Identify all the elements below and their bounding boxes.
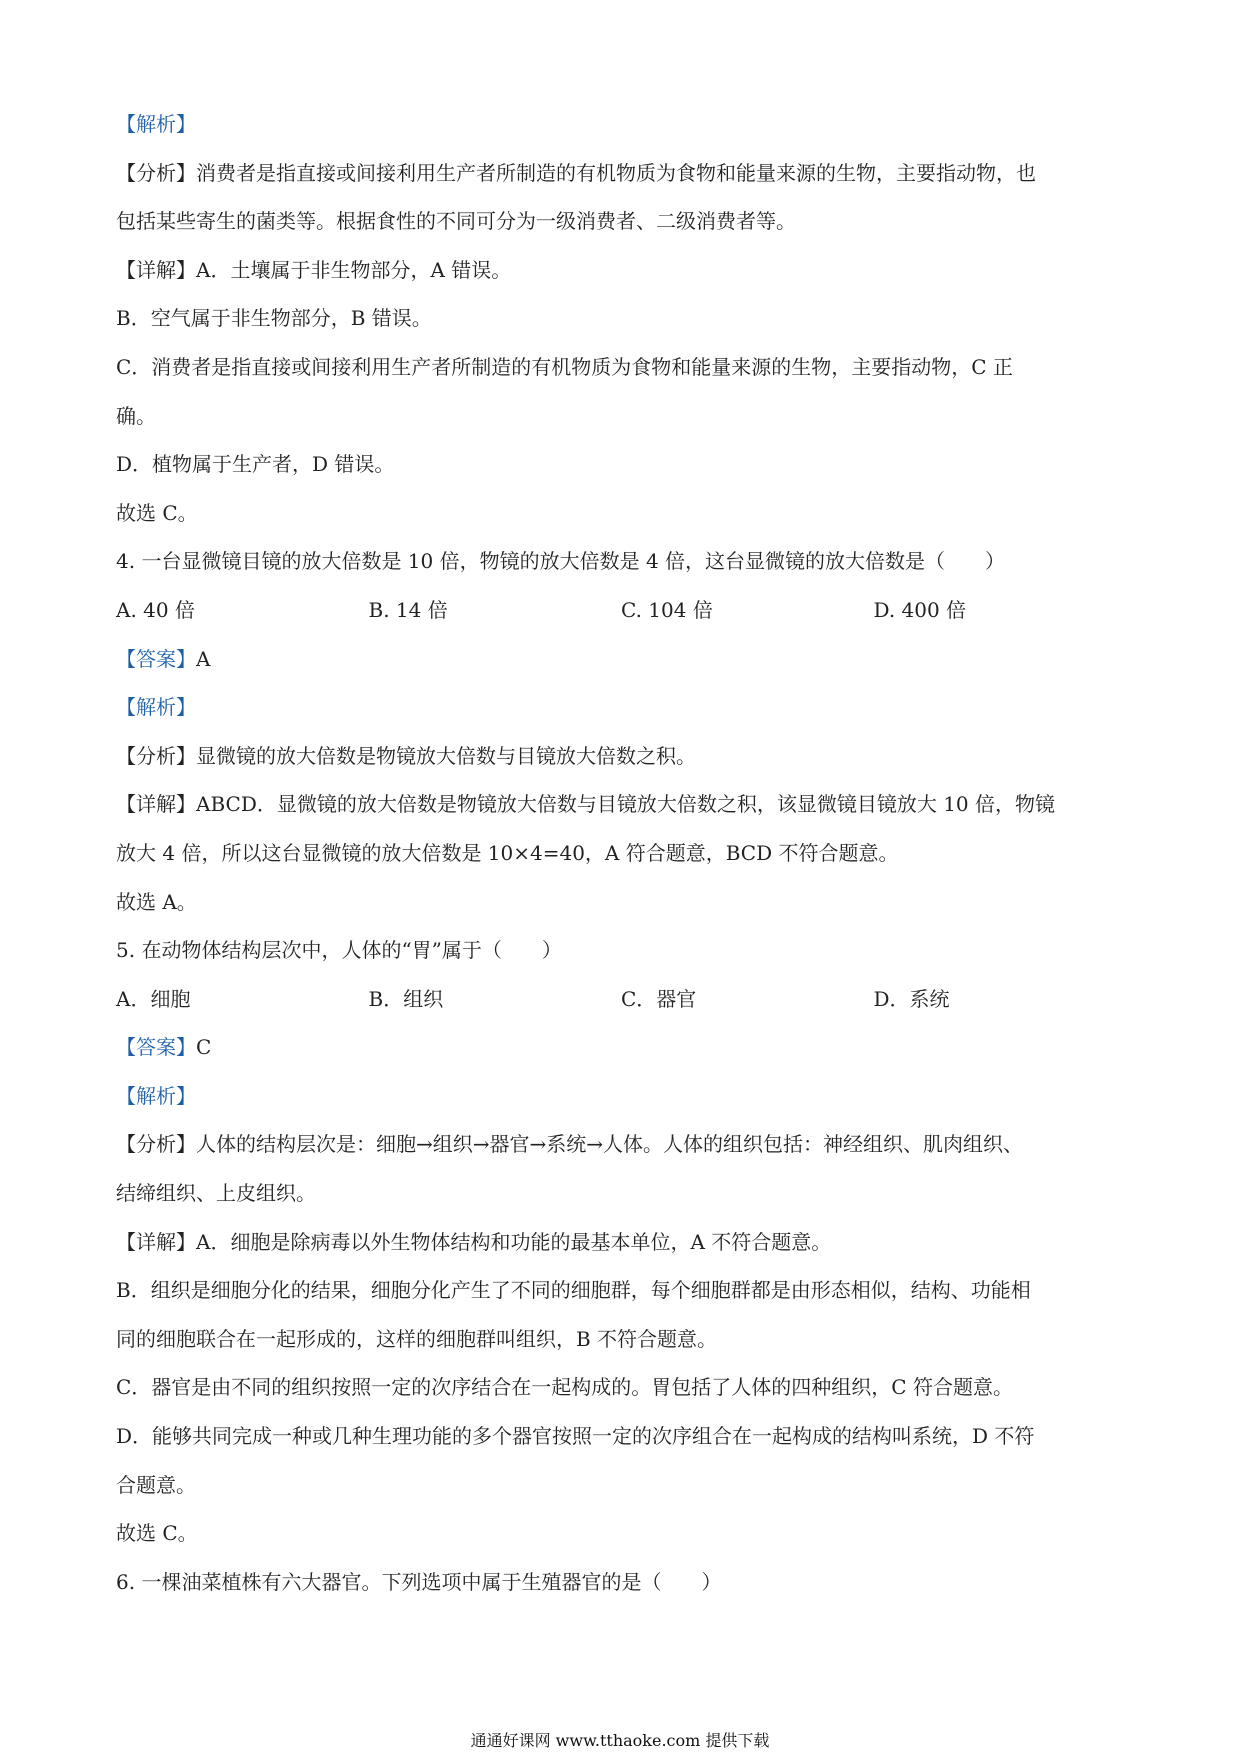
text-line: 6. 一棵油菜植株有六大器官。下列选项中属于生殖器官的是（ ） (116, 1569, 722, 1594)
answer-value: A (196, 646, 211, 671)
text-line: D．能够共同完成一种或几种生理功能的多个器官按照一定的次序组合在一起构成的结构叫系统，D 不符 (116, 1424, 1035, 1449)
option-item: C. 104 倍 (621, 597, 713, 622)
section-tag: 【解析】 (116, 695, 196, 720)
text-line: C．器官是由不同的组织按照一定的次序结合在一起构成的。胃包括了人体的四种组织，C 符合题意。 (116, 1375, 1013, 1400)
option-item: A．细胞 (116, 986, 191, 1011)
text-line: B．组织是细胞分化的结果，细胞分化产生了不同的细胞群，每个细胞群都是由形态相似，结构、功能相 (116, 1278, 1031, 1303)
text-line: C．消费者是指直接或间接利用生产者所制造的有机物质为食物和能量来源的生物，主要指动物，C 正 (116, 354, 1013, 379)
text-line: D．植物属于生产者，D 错误。 (116, 452, 395, 477)
answer-line (116, 635, 1126, 684)
option-item: C．器官 (621, 986, 697, 1011)
section-tag: 【解析】 (116, 1083, 196, 1108)
text-line: 同的细胞联合在一起形成的，这样的细胞群叫组织，B 不符合题意。 (116, 1326, 718, 1351)
section-tag: 【解析】 (116, 112, 196, 136)
text-line: 4. 一台显微镜目镜的放大倍数是 10 倍，物镜的放大倍数是 4 倍，这台显微镜的放大倍数是（ ） (116, 549, 1006, 574)
text-line: 【详解】A．细胞是除病毒以外生物体结构和功能的最基本单位，A 不符合题意。 (116, 1229, 832, 1254)
option-item: D．系统 (873, 986, 950, 1011)
text-line: 【分析】显微镜的放大倍数是物镜放大倍数与目镜放大倍数之积。 (116, 743, 696, 768)
option-item: B. 14 倍 (368, 597, 448, 622)
text-line: 合题意。 (116, 1472, 196, 1497)
answer-line (116, 1023, 1126, 1072)
text-line: 确。 (116, 403, 156, 428)
answer-tag: 【答案】 (116, 1035, 196, 1060)
answer-tag: 【答案】 (116, 646, 196, 671)
text-line: 故选 A。 (116, 889, 197, 914)
answer-options (116, 586, 1126, 635)
text-line: 包括某些寄生的菌类等。根据食性的不同可分为一级消费者、二级消费者等。 (116, 209, 796, 234)
option-item: D. 400 倍 (873, 597, 967, 622)
option-item: B．组织 (368, 986, 444, 1011)
document-page (116, 100, 1126, 1606)
page-footer: 通通好课网 www.tthaoke.com 提供下载 (470, 1731, 770, 1750)
text-line: 故选 C。 (116, 1521, 198, 1546)
text-line: 5. 在动物体结构层次中，人体的“胃”属于（ ） (116, 938, 562, 963)
text-line: 结缔组织、上皮组织。 (116, 1181, 316, 1206)
text-line: 【详解】A．土壤属于非生物部分，A 错误。 (116, 257, 512, 282)
text-line: B．空气属于非生物部分，B 错误。 (116, 306, 432, 331)
text-line: 放大 4 倍，所以这台显微镜的放大倍数是 10×4=40，A 符合题意，BCD 不符合题意。 (116, 840, 899, 865)
option-item: A. 40 倍 (116, 597, 195, 622)
answer-value: C (196, 1035, 212, 1060)
text-line: 故选 C。 (116, 500, 198, 525)
text-line: 【详解】ABCD．显微镜的放大倍数是物镜放大倍数与目镜放大倍数之积，该显微镜目镜放大 10 倍，物镜 (116, 792, 1056, 817)
answer-options (116, 975, 1126, 1024)
text-line: 【分析】人体的结构层次是：细胞→组织→器官→系统→人体。人体的组织包括：神经组织、肌肉组织、 (116, 1132, 1024, 1157)
text-line: 【分析】消费者是指直接或间接利用生产者所制造的有机物质为食物和能量来源的生物，主要指动物，也 (116, 160, 1036, 185)
